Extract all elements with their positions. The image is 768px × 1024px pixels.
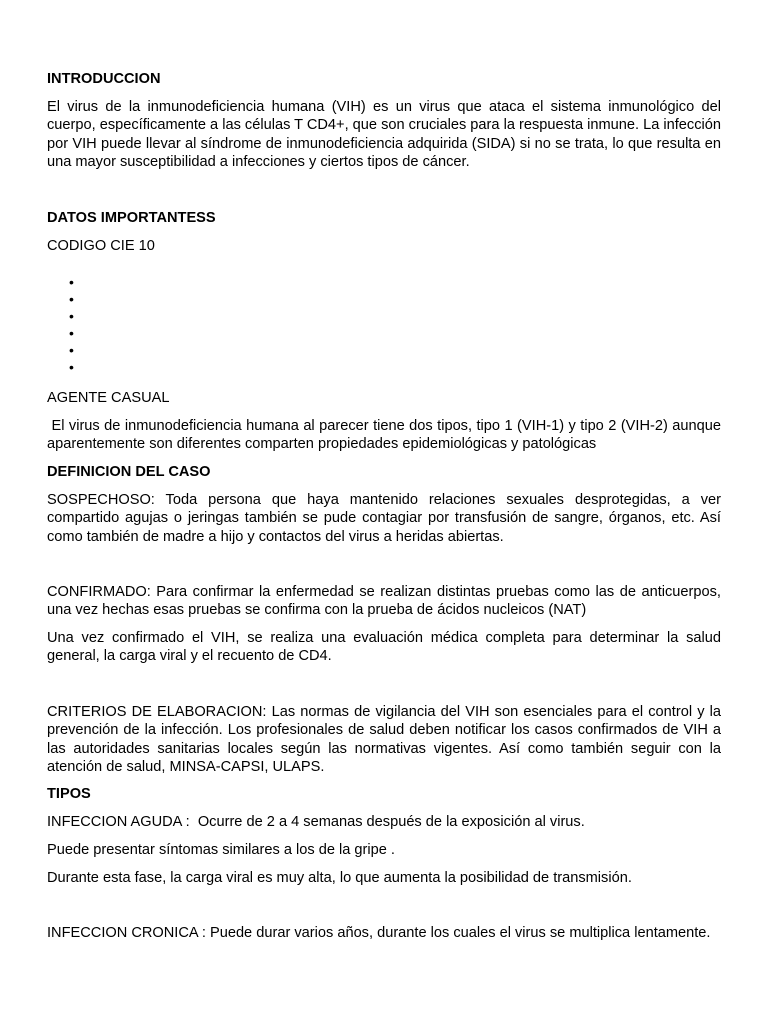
heading-datos-importantes: DATOS IMPORTANTESS bbox=[47, 210, 216, 226]
bullet-item: • bbox=[69, 342, 74, 358]
heading-introduccion: INTRODUCCION bbox=[47, 71, 161, 87]
heading-tipos: TIPOS bbox=[47, 786, 91, 802]
aguda-fase-paragraph: Durante esta fase, la carga viral es muy alta, lo que aumenta la posibilidad de transmisión. bbox=[47, 870, 632, 886]
infeccion-aguda-paragraph: INFECCION AGUDA : Ocurre de 2 a 4 semanas después de la exposición al virus. bbox=[47, 814, 585, 830]
bullet-item: • bbox=[69, 274, 74, 290]
sospechoso-paragraph: SOSPECHOSO: Toda persona que haya mantenido relaciones sexuales desprotegidas, a ver compartido agujas o jeringas también se pude contagiar por transfusión de sangre, órganos, etc. Así como también de madre a hijo y contactos del virus a heridas abiertas. bbox=[47, 492, 721, 545]
aguda-sintomas-paragraph: Puede presentar síntomas similares a los de la gripe . bbox=[47, 842, 395, 858]
infeccion-cronica-paragraph: INFECCION CRONICA : Puede durar varios años, durante los cuales el virus se multiplica lentamente. bbox=[47, 925, 711, 941]
bullet-item: • bbox=[69, 325, 74, 341]
criterios-paragraph: CRITERIOS DE ELABORACION: Las normas de vigilancia del VIH son esenciales para el control y la prevención de la infección. Los profesionales de salud deben notificar los casos confirmados de VIH a las autoridades sanitarias locales según las normativas vigentes. Así como también seguir con la atención de salud, MINSA-CAPSI, ULAPS. bbox=[47, 704, 721, 775]
agente-causal-paragraph: El virus de inmunodeficiencia humana al parecer tiene dos tipos, tipo 1 (VIH-1) y tipo 2 (VIH-2) aunque aparentemente son diferentes comparten propiedades epidemiológicas y patológicas bbox=[47, 418, 726, 453]
confirmado-evaluacion-paragraph: Una vez confirmado el VIH, se realiza una evaluación médica completa para determinar la salud general, la carga viral y el recuento de CD4. bbox=[47, 630, 721, 665]
codigo-cie-label: CODIGO CIE 10 bbox=[47, 238, 155, 254]
intro-paragraph: El virus de la inmunodeficiencia humana (VIH) es un virus que ataca el sistema inmunológico del cuerpo, específicamente a las células T CD4+, que son cruciales para la respuesta inmune. La infección por VIH puede llevar al síndrome de inmunodeficiencia adquirida (SIDA) si no se trata, lo que resulta en una mayor susceptibilidad a infecciones y ciertos tipos de cáncer. bbox=[47, 99, 721, 170]
bullet-item: • bbox=[69, 359, 74, 375]
bullet-item: • bbox=[69, 291, 74, 307]
confirmado-paragraph: CONFIRMADO: Para confirmar la enfermedad se realizan distintas pruebas como las de anticuerpos, una vez hechas esas pruebas se confirma con la prueba de ácidos nucleicos (NAT) bbox=[47, 584, 721, 619]
bullet-item: • bbox=[69, 308, 74, 324]
heading-definicion-caso: DEFINICION DEL CASO bbox=[47, 464, 211, 480]
agente-causal-label: AGENTE CASUAL bbox=[47, 390, 170, 406]
